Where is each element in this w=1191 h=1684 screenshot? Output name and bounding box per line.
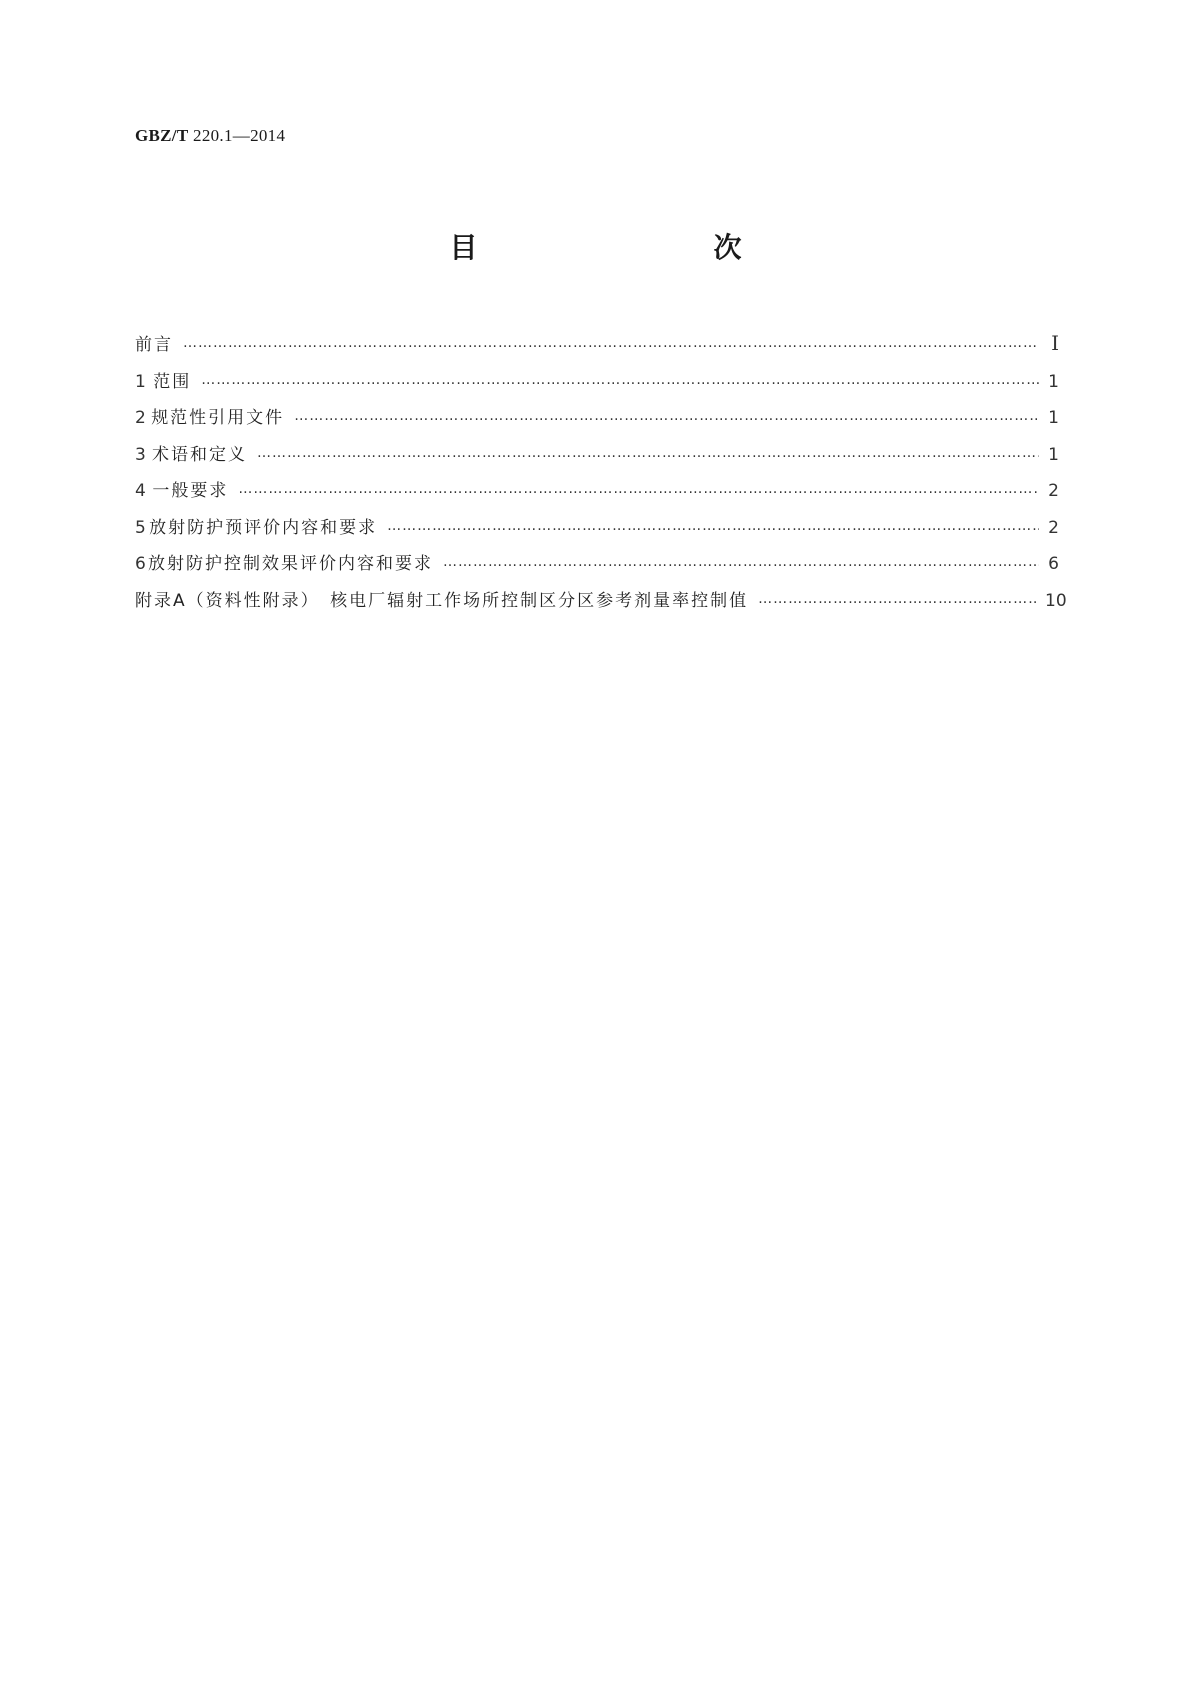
toc-entry-page: 2 (1048, 481, 1059, 501)
toc-dot-leader (294, 408, 1039, 424)
toc-dot-leader (443, 554, 1039, 570)
standard-prefix: GBZ/T (135, 126, 189, 145)
toc-entry-page: 6 (1048, 554, 1059, 574)
toc-entry-pre-evaluation[interactable] (135, 513, 1059, 550)
toc-entry-number: 5 (135, 517, 146, 538)
standard-code (135, 126, 285, 146)
toc-dot-leader (257, 445, 1039, 461)
standard-number: 220.1—2014 (193, 126, 286, 145)
toc-entry-page: 1 (1048, 408, 1059, 428)
toc-entry-label: 术语和定义 (152, 444, 247, 465)
toc-entry-control-effect-evaluation[interactable] (135, 549, 1059, 586)
table-of-contents (135, 330, 1067, 622)
toc-entry-general-requirements[interactable] (135, 476, 1059, 513)
toc-entry-number: 6 (135, 554, 146, 574)
toc-dot-leader (183, 335, 1039, 351)
toc-entry-label: 规范性引用文件 (151, 408, 285, 428)
toc-entry-page: 1 (1048, 371, 1059, 392)
toc-entry-normative-references[interactable] (135, 403, 1059, 440)
toc-entry-label: 一般要求 (152, 481, 229, 501)
toc-entry-number: 2 (135, 408, 146, 428)
toc-entry-terms-definitions[interactable] (135, 440, 1059, 477)
toc-entry-label: 放射防护预评价内容和要求 (149, 517, 378, 538)
toc-entry-number: 3 (135, 444, 146, 465)
toc-entry-label: 前言 (135, 335, 173, 355)
toc-entry-number: 4 (135, 481, 146, 501)
toc-dot-leader (201, 372, 1039, 388)
toc-entry-label: 放射防护控制效果评价内容和要求 (147, 554, 433, 574)
toc-entry-label: 附录A（资料性附录） 核电厂辐射工作场所控制区分区参考剂量率控制值 (135, 590, 749, 611)
toc-dot-leader (387, 518, 1039, 534)
toc-dot-leader (238, 481, 1039, 497)
toc-entry-label: 范围 (153, 371, 192, 392)
toc-entry-number: 1 (135, 371, 146, 392)
toc-entry-scope[interactable] (135, 367, 1059, 404)
toc-title: 目 次 (449, 231, 802, 264)
toc-entry-page: 1 (1048, 444, 1059, 465)
toc-entry-page: 10 (1045, 590, 1067, 611)
toc-entry-page: 2 (1048, 517, 1059, 538)
toc-dot-leader (758, 591, 1039, 607)
toc-entry-appendix-a[interactable] (135, 586, 1067, 623)
toc-entry-foreword[interactable] (135, 330, 1059, 367)
toc-entry-page: Ⅰ (1051, 333, 1059, 355)
